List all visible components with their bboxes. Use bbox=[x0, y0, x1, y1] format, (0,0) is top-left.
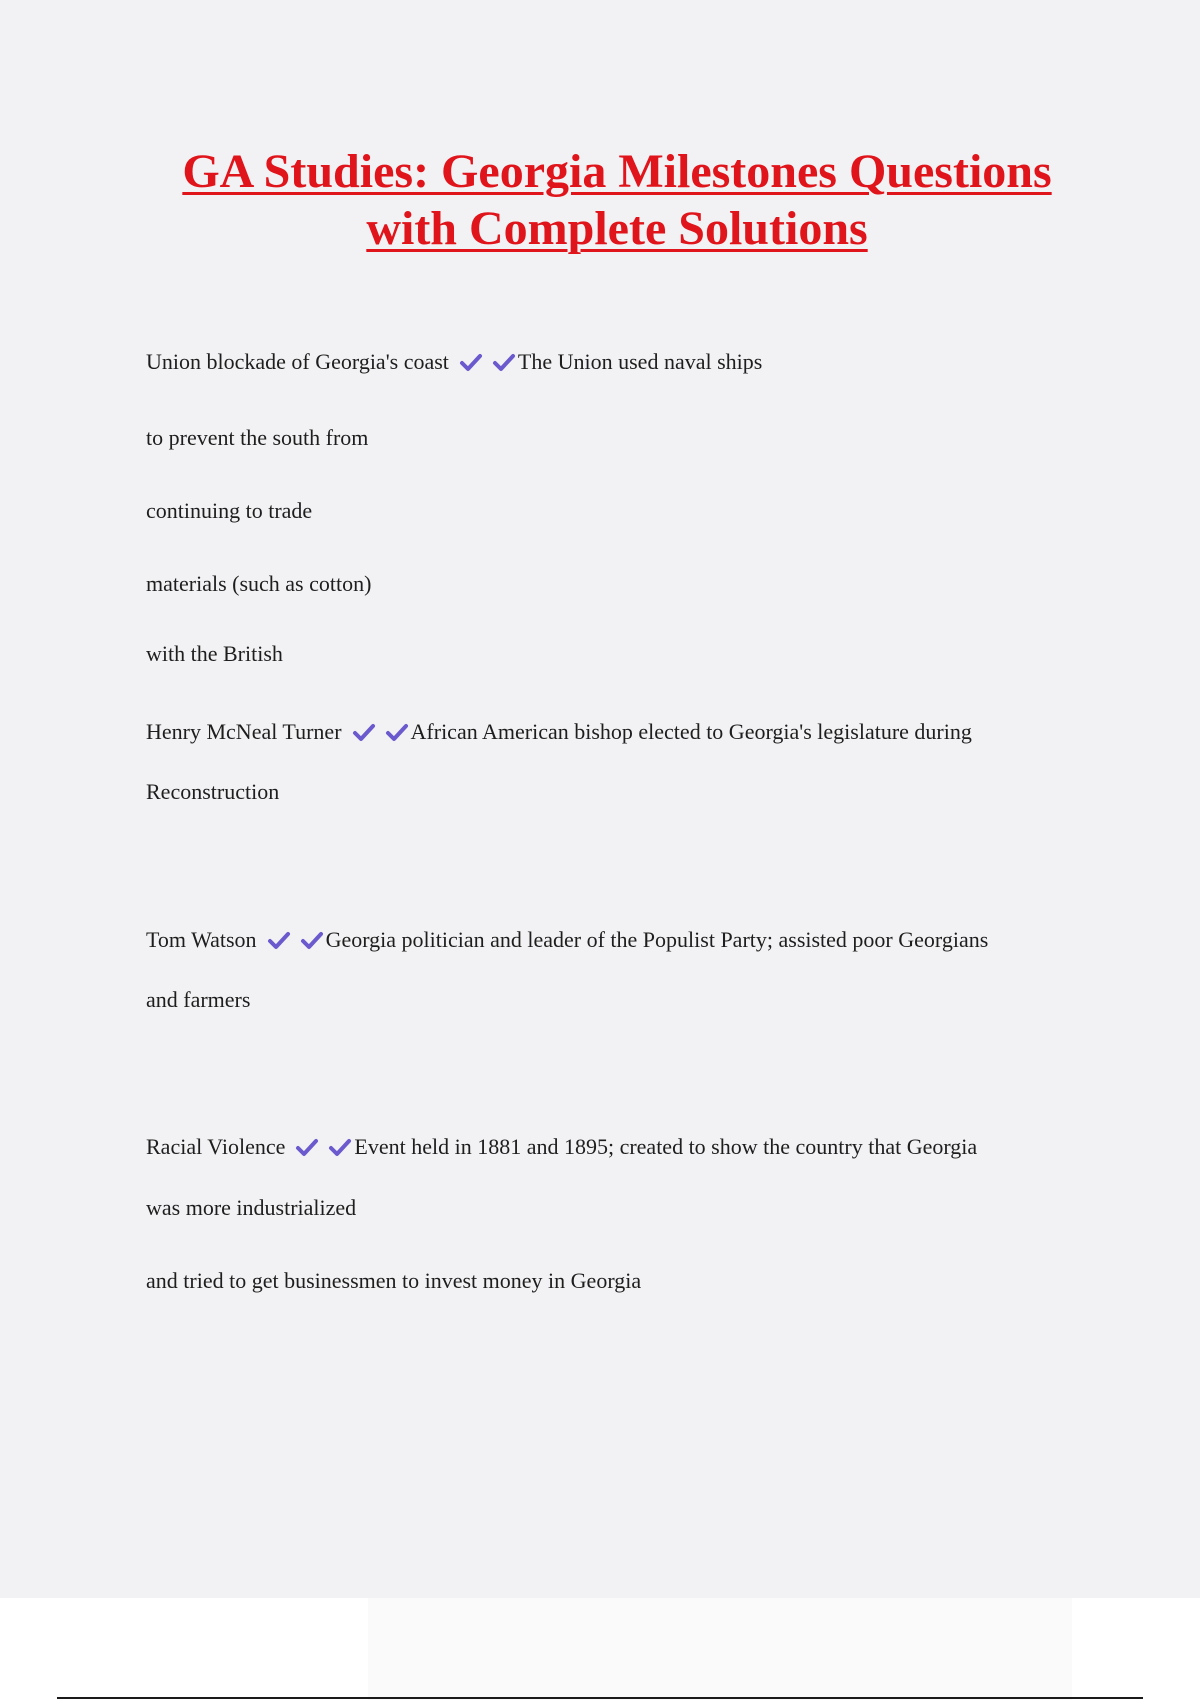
check-icon bbox=[385, 722, 409, 742]
definition-line: Reconstruction bbox=[146, 779, 280, 804]
definition-line: with the British bbox=[146, 641, 283, 666]
page-bottom-margin bbox=[0, 1598, 1200, 1700]
check-icon bbox=[459, 352, 483, 372]
term-text: Union blockade of Georgia's coast bbox=[146, 349, 449, 374]
check-icon bbox=[267, 930, 291, 950]
document-title-line-2: with Complete Solutions bbox=[366, 202, 868, 255]
document-title bbox=[0, 143, 1200, 257]
definition-line: and tried to get businessmen to invest money in Georgia bbox=[146, 1268, 642, 1293]
document-title-line-1: GA Studies: Georgia Milestones Questions bbox=[182, 145, 1052, 198]
entry-henry-mcneal-turner bbox=[146, 719, 972, 745]
definition-line: to prevent the south from bbox=[146, 425, 369, 450]
check-icon bbox=[352, 722, 376, 742]
definition-text: Event held in 1881 and 1895; created to show the country that Georgia bbox=[354, 1134, 978, 1159]
check-icon bbox=[300, 930, 324, 950]
footer-rule bbox=[57, 1697, 1143, 1699]
definition-text: The Union used naval ships bbox=[517, 349, 763, 374]
definition-line: continuing to trade bbox=[146, 498, 313, 523]
check-icon bbox=[328, 1137, 352, 1157]
term-text: Tom Watson bbox=[146, 927, 257, 952]
definition-line: and farmers bbox=[146, 987, 251, 1012]
check-icon bbox=[492, 352, 516, 372]
entry-tom-watson bbox=[146, 927, 988, 953]
term-text: Racial Violence bbox=[146, 1134, 286, 1159]
entry-union-blockade bbox=[146, 349, 762, 375]
check-icon bbox=[295, 1137, 319, 1157]
definition-text: Georgia politician and leader of the Populist Party; assisted poor Georgians bbox=[325, 927, 989, 952]
definition-line: materials (such as cotton) bbox=[146, 571, 372, 596]
bottom-fade bbox=[368, 1598, 1072, 1700]
entry-racial-violence bbox=[146, 1134, 977, 1160]
definition-line: was more industrialized bbox=[146, 1195, 357, 1220]
definition-text: African American bishop elected to Georgia's legislature during bbox=[410, 719, 972, 744]
term-text: Henry McNeal Turner bbox=[146, 719, 342, 744]
